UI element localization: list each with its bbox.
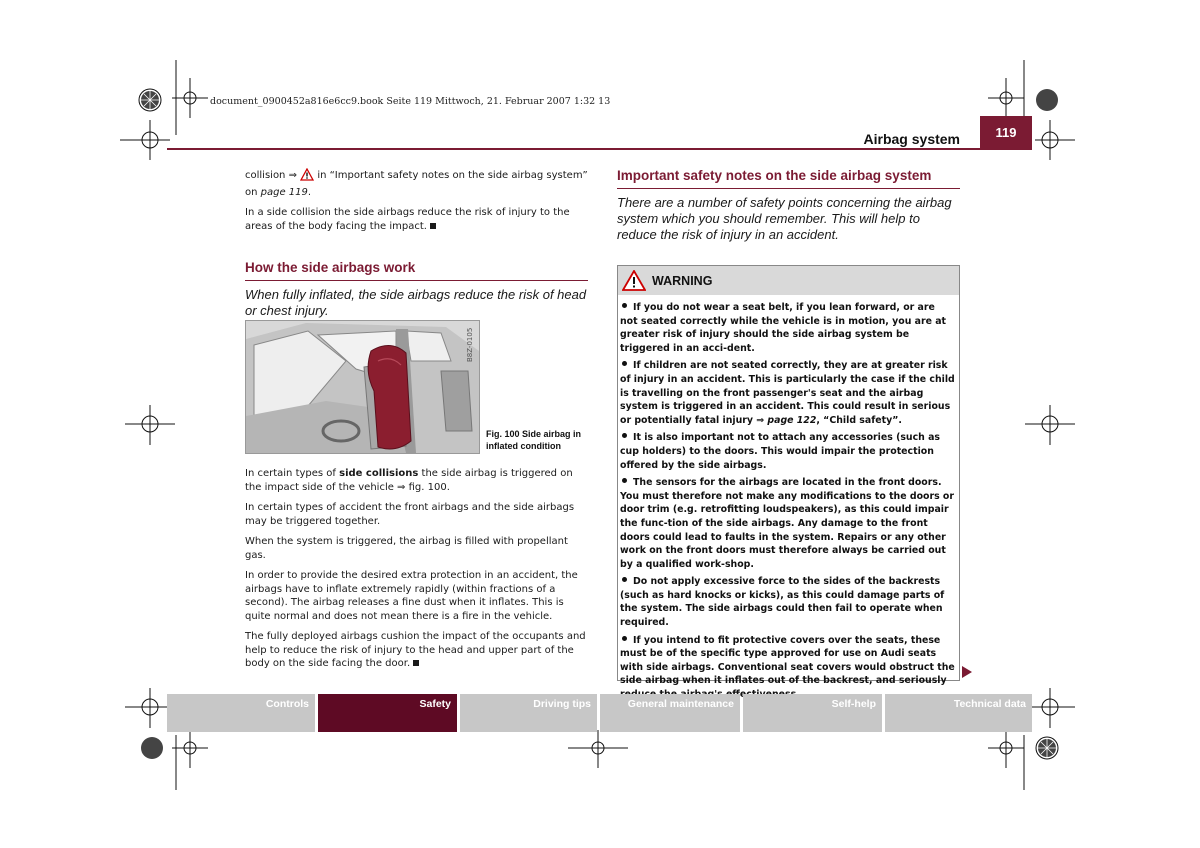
heading-rule xyxy=(617,188,960,189)
tab-driving-tips[interactable]: Driving tips xyxy=(460,694,597,732)
intro-text: When fully inflated, the side airbags reduce the risk of head or chest injury. xyxy=(245,287,587,318)
left-column xyxy=(245,168,588,319)
warning-item: The sensors for the airbags are located in the front doors. You must therefore not make any modifications to the doors or door trim (e.g. retrofitting loudspeakers), as this could impair the func-tion of the side airbags. Any damage to the front doors could lead to faults in the system. Repairs or any other work on the front doors must therefore always be carried out by a qualified work-shop. xyxy=(620,477,954,570)
end-square-icon xyxy=(430,223,436,229)
tab-technical-data[interactable]: Technical data xyxy=(885,694,1032,732)
bullet-icon xyxy=(622,577,627,582)
warning-triangle-icon xyxy=(622,270,646,291)
heading-side-airbags-work: How the side airbags work xyxy=(245,260,416,275)
figure-caption: Fig. 100 Side airbag in inflated condition xyxy=(486,429,582,451)
warning-label: WARNING xyxy=(652,273,713,288)
page-number: 119 xyxy=(980,116,1032,148)
bullet-icon xyxy=(622,433,627,438)
bullet-icon xyxy=(622,361,627,366)
figure-code: B8Z-0105 xyxy=(466,327,474,362)
right-column xyxy=(617,168,960,243)
tab-safety[interactable]: Safety xyxy=(318,694,457,732)
end-square-icon xyxy=(413,660,419,666)
page-reference-link[interactable]: page 122 xyxy=(767,414,817,426)
continue-arrow-icon xyxy=(962,663,972,682)
paragraph: collision ⇒ in “Important safety notes on the side airbag system” on page 119. xyxy=(245,170,588,198)
bullet-icon xyxy=(622,478,627,483)
warning-item: If children are not seated correctly, they are at greater risk of injury in an accident. This is particularly the case if the child is travelling on the front passenger's seat and the airbag system is triggered in an accident. This could result in serious or potentially fatal injury ⇒ page 122, “Child safety”. xyxy=(620,360,955,426)
print-header: document_0900452a816e6cc9.book Seite 119 Mittwoch, 21. Februar 2007 1:32 13 xyxy=(210,96,611,107)
paragraph: The fully deployed airbags cushion the impact of the occupants and help to reduce the risk of injury to the head and upper part of the body on the side facing the door. xyxy=(245,631,586,669)
paragraph: In certain types of side collisions the side airbag is triggered on the impact side of the vehicle ⇒ fig. 100. xyxy=(245,468,573,493)
paragraph: In order to provide the desired extra protection in an accident, the airbags have to inflate extremely rapidly (within fractions of a second). The airbag releases a fine dust when it inflates. This is quite normal and does not mean there is a fire in the vehicle. xyxy=(245,570,578,622)
side-airbag-figure xyxy=(245,320,480,454)
warning-item: It is also important not to attach any accessories (such as cup holders) to the doors. This would impair the protection offered by the side airbags. xyxy=(620,432,941,471)
section-title: Airbag system xyxy=(863,131,960,147)
tab-general-maintenance[interactable]: General maintenance xyxy=(600,694,740,732)
footer-nav xyxy=(167,694,1032,732)
bullet-icon xyxy=(622,636,627,641)
warning-header xyxy=(618,266,959,295)
paragraph: In certain types of accident the front airbags and the side airbags may be triggered together. xyxy=(245,502,575,527)
bullet-icon xyxy=(622,303,627,308)
left-column-body xyxy=(245,467,588,678)
paragraph: In a side collision the side airbags reduce the risk of injury to the areas of the body facing the impact. xyxy=(245,207,570,232)
intro-text: There are a number of safety points concerning the airbag system which you should remember. This will help to reduce the risk of injury in an accident. xyxy=(617,195,952,242)
heading-rule xyxy=(245,280,588,281)
warning-box xyxy=(617,265,960,687)
header-rule xyxy=(167,148,1032,150)
warning-item: If you do not wear a seat belt, if you lean forward, or are not seated correctly while the vehicle is in motion, you are at greater risk of injury should the side airbag system be triggered in an acci-dent. xyxy=(620,302,947,354)
warning-triangle-icon xyxy=(300,168,314,186)
warning-item: Do not apply excessive force to the sides of the backrests (such as hard knocks or kicks), as this could damage parts of the system. The side airbags could then fail to operate when required. xyxy=(620,576,945,629)
warning-item: If you intend to fit protective covers over the seats, these must be of the specific type approved for use on Audi seats with side airbags. Conventional seat covers would obstruct the side airbag when it inflates out of the backrest, and seriously xyxy=(620,634,955,687)
tab-controls[interactable]: Controls xyxy=(167,694,315,732)
heading-safety-notes: Important safety notes on the side airbag system xyxy=(617,168,932,183)
warning-body xyxy=(618,295,959,702)
tab-self-help[interactable]: Self-help xyxy=(743,694,882,732)
page-reference-link[interactable]: page 119 xyxy=(260,186,308,198)
paragraph: When the system is triggered, the airbag is filled with propellant gas. xyxy=(245,536,568,561)
